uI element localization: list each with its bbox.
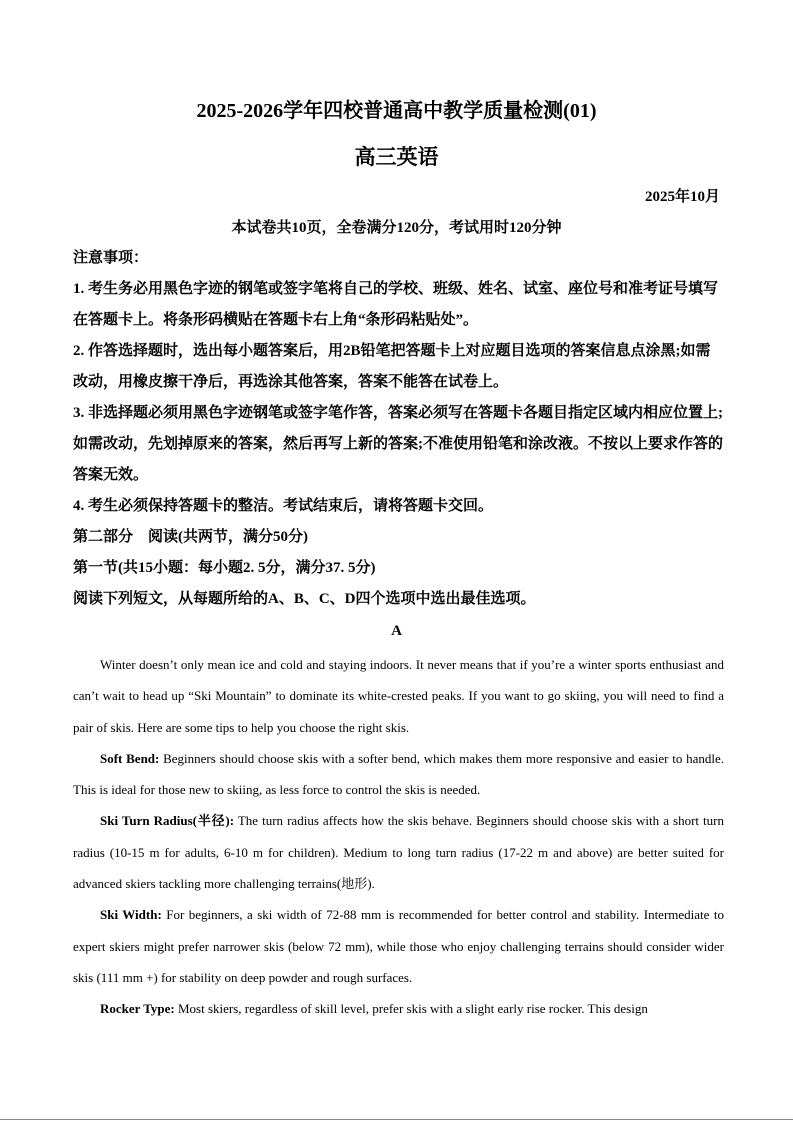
text-soft-bend: Beginners should choose skis with a softer bend, which makes them more responsive and easier to handle. This is ideal for those new to skiing, as less force to control the skis is needed.	[73, 750, 724, 798]
term-ski-width: Ski Width:	[100, 907, 162, 923]
notes-heading: 注意事项：	[73, 250, 149, 266]
passage-paragraph-soft-bend	[73, 743, 724, 806]
passage-paragraph-rocker-type	[73, 993, 724, 1024]
text-ski-width: For beginners, a ski width of 72-88 mm is recommended for better control and stability. Intermediate to expert skiers might prefer narrower skis (below 72 mm), while those who enjoy challenging terrains should consider wider skis (111 mm +) for stability on deep powder and rough surfaces.	[73, 907, 724, 985]
note-item-4: 4. 考生必须保持答题卡的整洁。考试结束后，请将答题卡交回。	[73, 498, 494, 514]
section-part: 第二部分 阅读(共两节，满分50分)	[73, 529, 308, 545]
passage-label: A	[391, 623, 402, 639]
subject-title: 高三英语	[354, 145, 439, 169]
reading-passage	[73, 649, 724, 1025]
text-turn-radius: The turn radius affects how the skis behave. Beginners should choose skis with a short turn radius (10-15 m for adults, 6-10 m for children). Medium to long turn radius (17-22 m and above) are better suited for advanced skiers tackling more challenging terrains(地形).	[73, 813, 724, 892]
notes-block	[73, 243, 724, 615]
term-rocker-type: Rocker Type:	[100, 1001, 175, 1017]
passage-intro: Winter doesn’t only mean ice and cold and staying indoors. It never means that if you’re a winter sports enthusiast and can’t wait to head up “Ski Mountain” to dominate its white-crested peaks. If you want to go skiing, you will need to find a pair of skis. Here are some tips to help you choose the right skis.	[73, 657, 724, 735]
passage-paragraph-ski-width	[73, 899, 724, 993]
note-item-2: 2. 作答选择题时，选出每小题答案后，用2B铅笔把答题卡上对应题目选项的答案信息点涂黑;如需改动，用橡皮擦干净后，再选涂其他答案，答案不能答在试卷上。	[73, 343, 711, 390]
exam-date: 2025年10月	[644, 189, 720, 205]
note-item-1: 1. 考生务必用黑色字迹的钢笔或签字笔将自己的学校、班级、姓名、试室、座位号和准考证号填写在答题卡上。将条形码横贴在答题卡右上角“条形码粘贴处”。	[73, 281, 719, 328]
term-soft-bend: Soft Bend:	[100, 750, 160, 766]
section-subsection: 第一节(共15小题：每小题2. 5分，满分37. 5分)	[73, 560, 376, 576]
note-item-3: 3. 非选择题必须用黑色字迹钢笔或签字笔作答，答案必须写在答题卡各题目指定区域内相应位置上;如需改动，先划掉原来的答案，然后再写上新的答案;不准使用铅笔和涂改液。不按以上要求作答的答案无效。	[73, 405, 723, 483]
section-instruction: 阅读下列短文，从每题所给的A、B、C、D四个选项中选出最佳选项。	[73, 591, 536, 607]
exam-title: 2025-2026学年四校普通高中教学质量检测(01)	[196, 100, 597, 122]
page-bottom-divider	[0, 1119, 793, 1120]
text-rocker-type: Most skiers, regardless of skill level, prefer skis with a slight early rise rocker. This design	[174, 1001, 648, 1017]
passage-paragraph-turn-radius	[73, 805, 724, 899]
term-turn-radius: Ski Turn Radius(半径):	[100, 813, 235, 829]
exam-info: 本试卷共10页，全卷满分120分，考试用时120分钟	[231, 220, 562, 236]
